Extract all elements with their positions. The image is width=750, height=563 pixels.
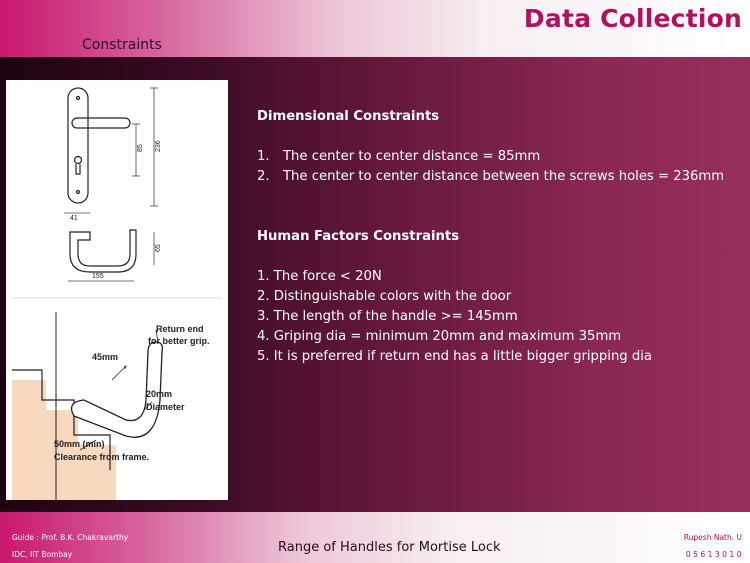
list-item: 1. The center to center distance = 85mm (257, 149, 541, 164)
author-name: Rupesh Nath. U (683, 533, 742, 542)
dim-65-label: 65 (155, 244, 162, 252)
return-end-label-2: for better grip. (148, 336, 210, 346)
dim-155-label: 155 (92, 273, 104, 280)
institute-credit: IDC, IIT Bombay (12, 550, 73, 559)
dim-41-label: 41 (70, 215, 78, 222)
handle-side-view (70, 230, 136, 272)
clearance-label-2: Clearance from frame. (54, 452, 150, 462)
dim-236-label: 236 (155, 140, 162, 152)
slide-footer (0, 512, 750, 563)
guide-credit: Guide : Prof. B.K. Chakravarthy (12, 533, 129, 542)
list-item: 4. Griping dia = minimum 20mm and maximum 35mm (257, 329, 622, 344)
slide-header (0, 0, 750, 57)
handle-drawing-figure (6, 80, 228, 500)
list-item: 2. Distinguishable colors with the door (257, 289, 512, 304)
dimensional-constraints-title: Dimensional Constraints (257, 109, 440, 124)
author-id: 05613010 (685, 550, 744, 559)
return-end-label-1: Return end (156, 324, 204, 334)
list-item: 1. The force < 20N (257, 269, 382, 284)
human-factors-title: Human Factors Constraints (257, 229, 460, 244)
constraints-content (257, 107, 737, 367)
clearance-label-1: 50mm (min) (54, 439, 105, 449)
clearance-illustration (12, 312, 162, 500)
list-item: 2. The center to center distance between the screws holes = 236mm (257, 169, 725, 184)
slide-subtitle: Constraints (82, 37, 162, 53)
list-item: 5. It is preferred if return end has a little bigger gripping dia (257, 349, 652, 364)
backplate-drawing (68, 88, 130, 203)
human-factors-list (257, 267, 737, 367)
handle-drawing (6, 80, 228, 500)
slide-title: Data Collection (523, 4, 742, 33)
angle-label: 45mm (92, 352, 119, 362)
dim-85-label: 85 (137, 144, 144, 152)
dimensional-constraints-list (257, 147, 737, 187)
list-item: 3. The length of the handle >= 145mm (257, 309, 518, 324)
diameter-label-1: 20mm (146, 389, 173, 399)
diameter-label-2: Diameter (146, 402, 185, 412)
project-title: Range of Handles for Mortise Lock (278, 540, 501, 555)
